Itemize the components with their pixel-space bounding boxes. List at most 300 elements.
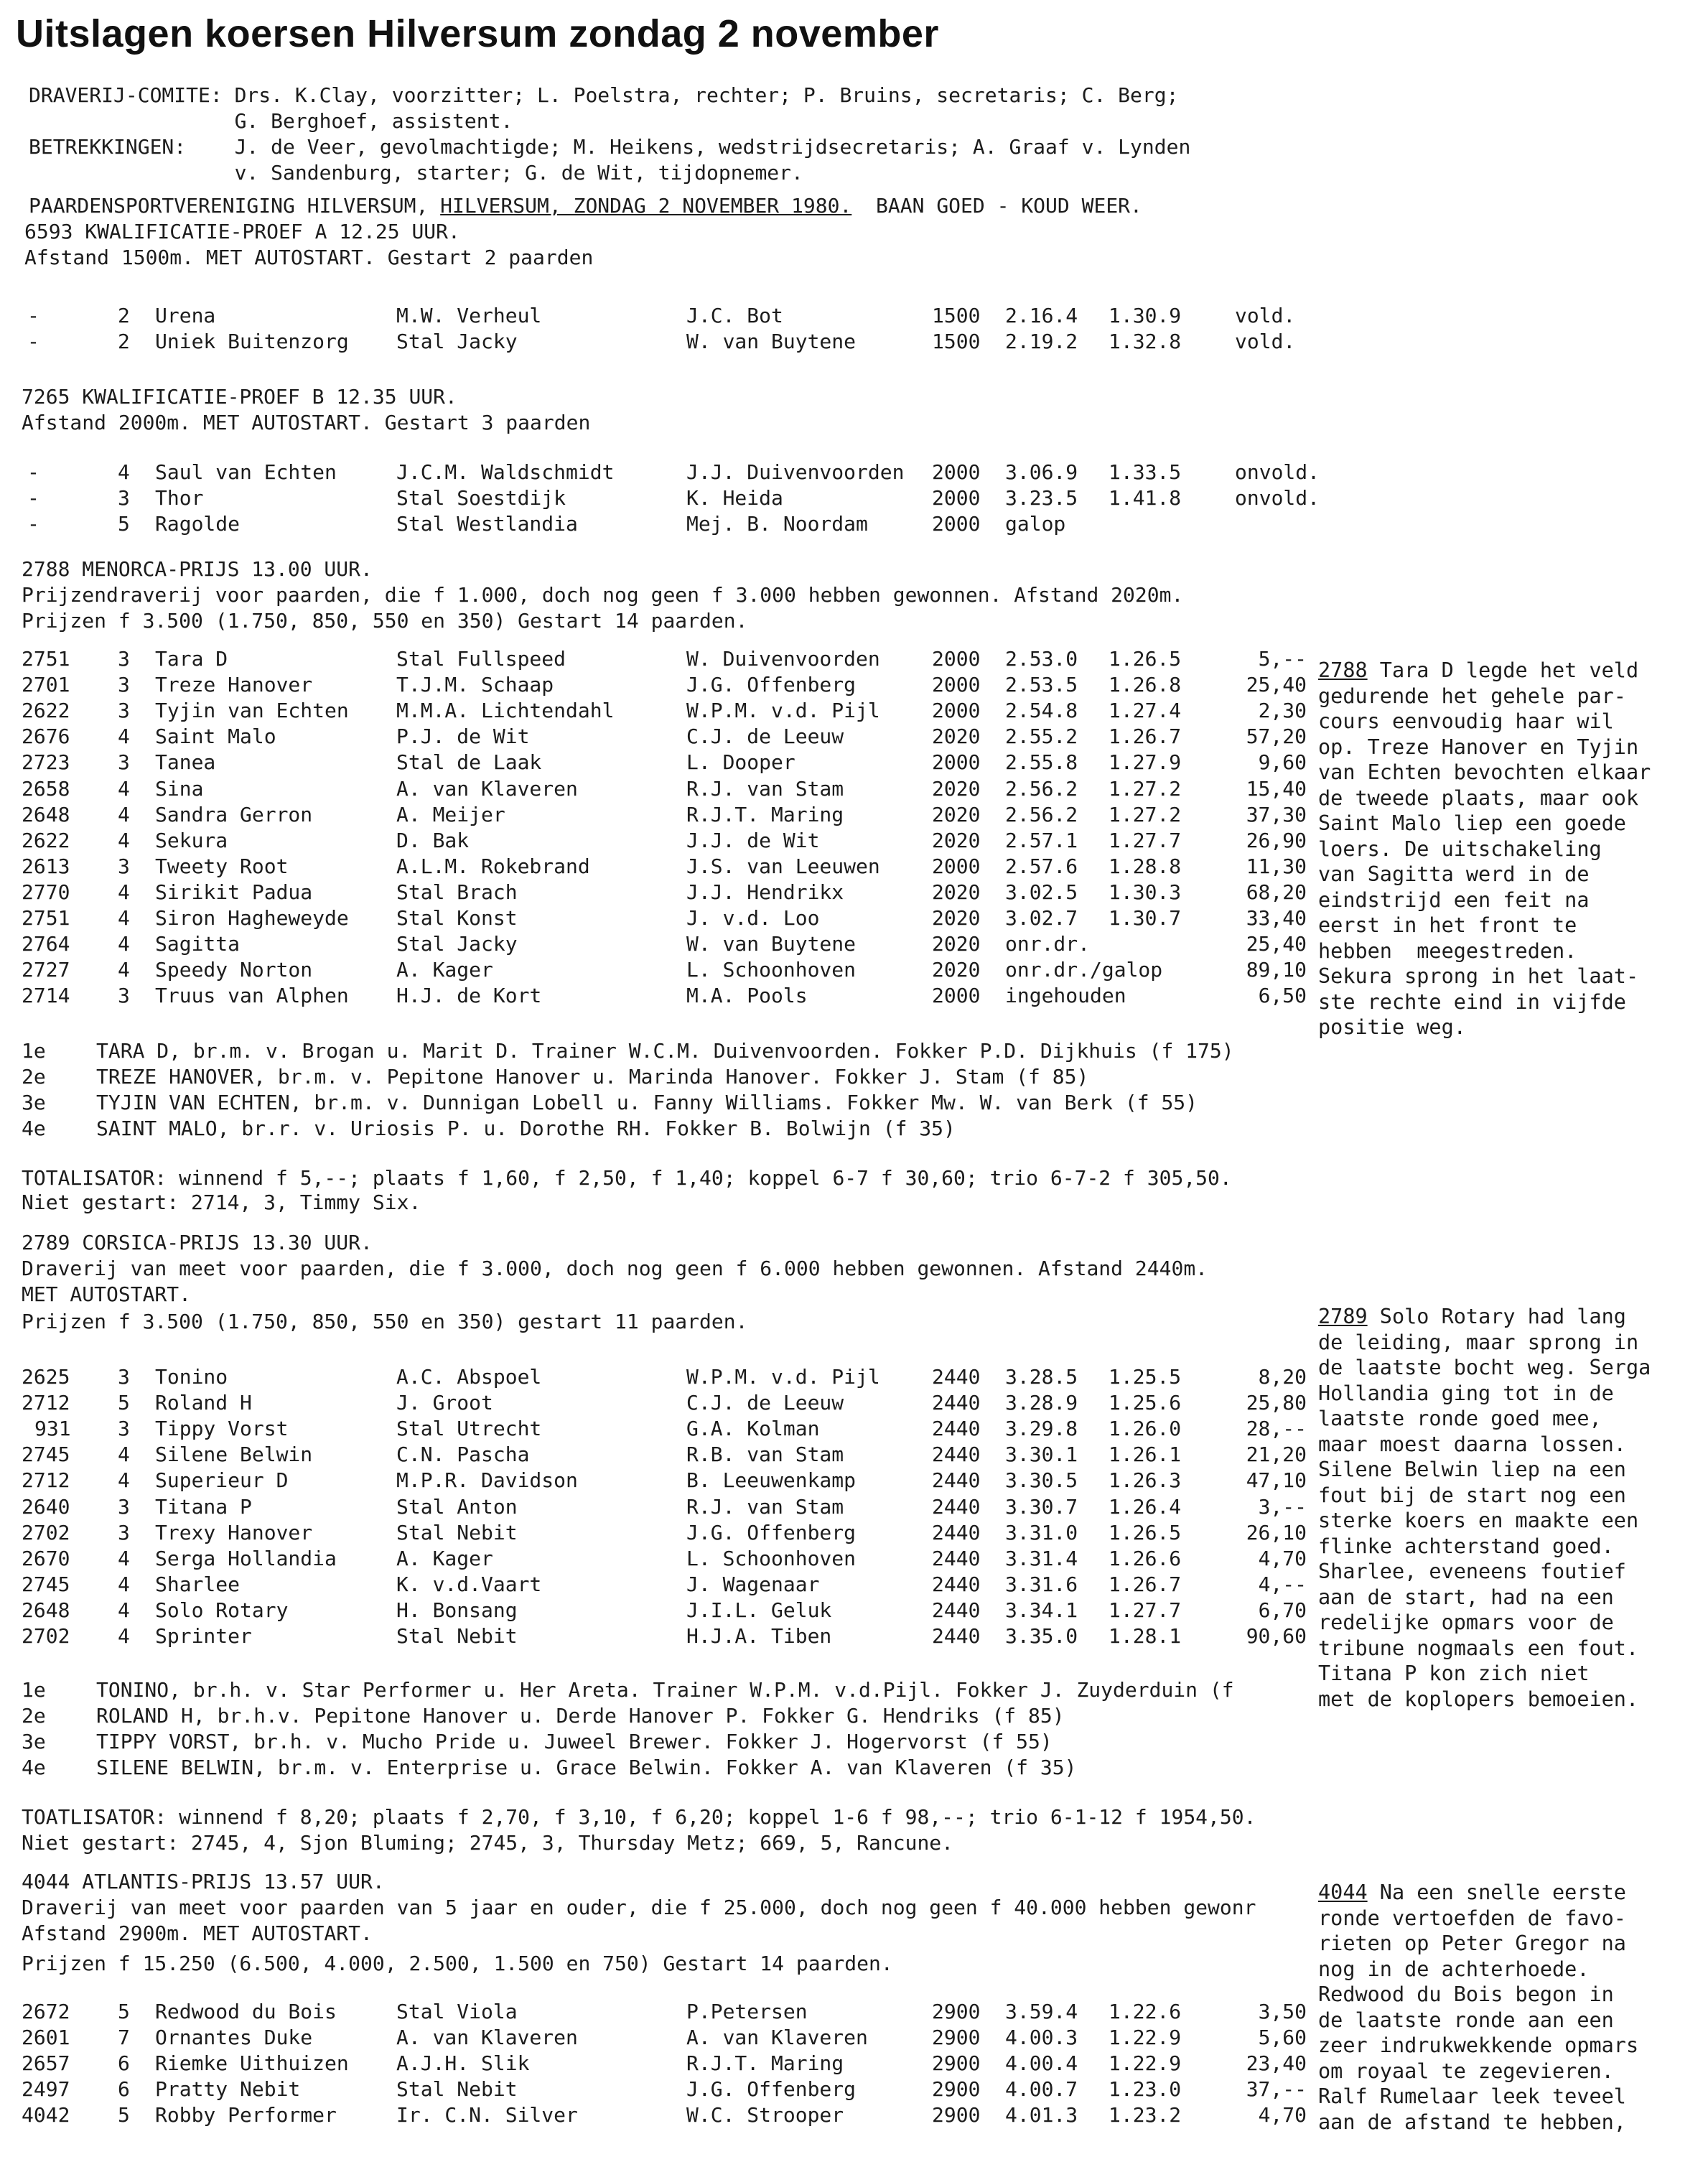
owner: Stal Utrecht bbox=[396, 1417, 542, 1441]
table-row bbox=[22, 672, 1314, 698]
horse-name: Tanea bbox=[155, 750, 216, 775]
entry-number: 931 bbox=[34, 1417, 71, 1441]
owner: A.C. Abspoel bbox=[396, 1365, 542, 1389]
entry-number: 2745 bbox=[22, 1443, 70, 1467]
tote-payout: 25,40 bbox=[1246, 673, 1307, 697]
comment-text: Solo Rotary had lang de leiding, maar sprong in de laatste bocht weg. Serga Hollandia ging tot in de laatste ronde goed mee, maar moest daarna lossen. Silene Belwin liep na een fout bij de start nog een sterke koers en maakte een flinke achterstand goed. Sharlee, eveneens foutief aan de start, had na een redelijke opmars voor de tribune nogmaals een fout. Titana P kon zich niet met de koplopers bemoeien. bbox=[1318, 1305, 1651, 1711]
km-time: 1.32.8 bbox=[1109, 330, 1182, 353]
placing-position: 3e bbox=[22, 1091, 46, 1114]
race-prizes: Prijzen f 15.250 (6.500, 4.000, 2.500, 1.500 en 750) Gestart 14 paarden. bbox=[22, 1952, 893, 1975]
tote-payout: 21,20 bbox=[1246, 1443, 1307, 1467]
horse-age: 4 bbox=[118, 1598, 130, 1622]
horse-age: 4 bbox=[118, 828, 130, 852]
race-distance: Afstand 2900m. MET AUTOSTART. bbox=[22, 1921, 373, 1945]
distance: 2440 bbox=[932, 1572, 981, 1596]
race-heading: 6593 KWALIFICATIE-PROEF A 12.25 UUR. bbox=[24, 220, 460, 243]
placing-position: 4e bbox=[22, 1756, 46, 1779]
entry-number: 2640 bbox=[22, 1494, 70, 1519]
distance: 2900 bbox=[932, 2000, 981, 2023]
driver: R.B. van Stam bbox=[686, 1443, 844, 1467]
km-time: 1.27.4 bbox=[1109, 699, 1182, 723]
tote-payout: 89,10 bbox=[1246, 958, 1307, 982]
driver: W. van Buytene bbox=[686, 330, 857, 353]
tote-payout: 90,60 bbox=[1246, 1624, 1307, 1648]
km-time: 1.27.9 bbox=[1109, 750, 1182, 775]
totalisator: TOATLISATOR: winnend f 8,20; plaats f 2,70, f 3,10, f 6,20; koppel 1-6 f 98,--; trio 6-1-12 f 1954,50. bbox=[22, 1805, 1256, 1829]
km-time: 1.22.9 bbox=[1109, 2026, 1182, 2049]
horse-age: 3 bbox=[118, 486, 130, 510]
race-conditions: Afstand 1500m. MET AUTOSTART. Gestart 2 paarden bbox=[24, 246, 594, 269]
entry-number: 2625 bbox=[22, 1365, 70, 1389]
entry-number: - bbox=[27, 304, 39, 327]
owner: Stal Brach bbox=[396, 880, 518, 904]
entry-number: 2764 bbox=[22, 932, 70, 956]
driver: K. Heida bbox=[686, 486, 783, 510]
driver: J.J. de Wit bbox=[686, 828, 820, 852]
tote-payout: 26,10 bbox=[1246, 1520, 1307, 1544]
race-comment bbox=[1318, 1304, 1651, 1712]
horse-name: Sagitta bbox=[155, 932, 241, 956]
owner: Stal Jacky bbox=[396, 330, 518, 353]
finish-time: 3.02.5 bbox=[1005, 880, 1078, 904]
distance: 2020 bbox=[932, 906, 981, 930]
entry-number: 4042 bbox=[22, 2103, 70, 2127]
table-row bbox=[22, 1520, 1314, 1546]
distance: 2440 bbox=[932, 1468, 981, 1493]
horse-name: Saint Malo bbox=[155, 724, 276, 749]
placing-position: 2e bbox=[22, 1065, 46, 1089]
finish-time: 2.53.5 bbox=[1005, 673, 1078, 697]
vereniging-line bbox=[29, 194, 1142, 218]
tote-payout: 4,70 bbox=[1258, 2103, 1307, 2127]
horse-age: 6 bbox=[118, 2077, 130, 2101]
tote-payout: 47,10 bbox=[1246, 1468, 1307, 1493]
placing-text: TREZE HANOVER, br.m. v. Pepitone Hanover u. Marinda Hanover. Fokker J. Stam (f 85) bbox=[96, 1065, 1089, 1089]
table-row bbox=[22, 983, 1314, 1009]
totalisator: TOTALISATOR: winnend f 5,--; plaats f 1,60, f 2,50, f 1,40; koppel 6-7 f 30,60; trio 6-7-2 f 305,50. bbox=[22, 1166, 1232, 1190]
driver: W. Duivenvoorden bbox=[686, 647, 880, 671]
owner: Ir. C.N. Silver bbox=[396, 2103, 578, 2127]
km-time: 1.23.2 bbox=[1109, 2103, 1182, 2127]
table-row bbox=[22, 2025, 1314, 2051]
finish-time: onr.dr. bbox=[1005, 932, 1091, 956]
tote-payout: 68,20 bbox=[1246, 880, 1307, 904]
horse-age: 7 bbox=[118, 2026, 130, 2049]
distance: 2000 bbox=[932, 673, 981, 697]
finish-time: 2.57.1 bbox=[1005, 828, 1078, 852]
placing-text: ROLAND H, br.h.v. Pepitone Hanover u. Derde Hanover P. Fokker G. Hendriks (f 85) bbox=[96, 1704, 1065, 1728]
owner: A. van Klaveren bbox=[396, 776, 578, 801]
horse-age: 5 bbox=[118, 1391, 130, 1415]
entry-number: - bbox=[27, 486, 39, 510]
horse-age: 3 bbox=[118, 1417, 130, 1441]
owner: Stal Westlandia bbox=[396, 512, 578, 536]
owner: A. Meijer bbox=[396, 802, 505, 826]
race-heading: 2789 CORSICA-PRIJS 13.30 UUR. bbox=[22, 1231, 373, 1254]
finish-time: 3.29.8 bbox=[1005, 1417, 1078, 1441]
tote-payout: 4,70 bbox=[1258, 1546, 1307, 1570]
owner: A. Kager bbox=[396, 958, 493, 982]
entry-number: 2497 bbox=[22, 2077, 70, 2101]
driver: J. Wagenaar bbox=[686, 1572, 820, 1596]
distance: 2020 bbox=[932, 776, 981, 801]
placing-text: SAINT MALO, br.r. v. Uriosis P. u. Dorothe RH. Fokker B. Bolwijn (f 35) bbox=[96, 1117, 956, 1140]
horse-age: 3 bbox=[118, 647, 130, 671]
km-time: 1.25.5 bbox=[1109, 1365, 1182, 1389]
race-heading: 4044 ATLANTIS-PRIJS 13.57 UUR. bbox=[22, 1870, 385, 1893]
distance: 2900 bbox=[932, 2103, 981, 2127]
horse-name: Tweety Root bbox=[155, 854, 289, 878]
comment-race-number: 2788 bbox=[1318, 658, 1368, 682]
distance: 2440 bbox=[932, 1520, 981, 1544]
distance: 2440 bbox=[932, 1494, 981, 1519]
finish-time: 3.31.4 bbox=[1005, 1546, 1078, 1570]
tote-payout: 5,60 bbox=[1258, 2026, 1307, 2049]
placing-position: 4e bbox=[22, 1117, 46, 1140]
table-row bbox=[22, 511, 1314, 537]
finish-time: 3.02.7 bbox=[1005, 906, 1078, 930]
table-row bbox=[22, 1623, 1314, 1649]
comment-race-number: 2789 bbox=[1318, 1305, 1368, 1328]
km-time: 1.26.1 bbox=[1109, 1443, 1182, 1467]
owner: Stal Jacky bbox=[396, 932, 518, 956]
km-time: 1.22.9 bbox=[1109, 2051, 1182, 2075]
vereniging-date: HILVERSUM, ZONDAG 2 NOVEMBER 1980. bbox=[440, 194, 852, 218]
table-row bbox=[22, 2051, 1314, 2077]
race-prizes: Prijzen f 3.500 (1.750, 850, 550 en 350) Gestart 14 paarden. bbox=[22, 609, 748, 633]
entry-number: - bbox=[27, 330, 39, 353]
table-row bbox=[22, 957, 1314, 983]
driver: Mej. B. Noordam bbox=[686, 512, 868, 536]
horse-name: Tara D bbox=[155, 647, 228, 671]
race-conditions: Prijzendraverij voor paarden, die f 1.000, doch nog geen f 3.000 hebben gewonnen. Afstand 2020m. bbox=[22, 583, 1184, 607]
horse-name: Titana P bbox=[155, 1494, 252, 1519]
table-row bbox=[22, 460, 1320, 485]
km-time: 1.26.5 bbox=[1109, 1520, 1182, 1544]
horse-age: 4 bbox=[118, 776, 130, 801]
horse-name: Redwood du Bois bbox=[155, 2000, 337, 2023]
horse-age: 6 bbox=[118, 2051, 130, 2075]
driver: J.G. Offenberg bbox=[686, 2077, 857, 2101]
horse-age: 2 bbox=[118, 330, 130, 353]
entry-number: 2672 bbox=[22, 2000, 70, 2023]
km-time: 1.41.8 bbox=[1109, 486, 1182, 510]
entry-number: 2622 bbox=[22, 699, 70, 723]
owner: Stal Viola bbox=[396, 2000, 518, 2023]
comment-race-number: 4044 bbox=[1318, 1881, 1368, 1904]
owner: Stal Soestdijk bbox=[396, 486, 566, 510]
driver: J.S. van Leeuwen bbox=[686, 854, 880, 878]
km-time: 1.22.6 bbox=[1109, 2000, 1182, 2023]
tote-payout: 23,40 bbox=[1246, 2051, 1307, 2075]
finish-time: 4.00.7 bbox=[1005, 2077, 1078, 2101]
finish-time: 4.00.4 bbox=[1005, 2051, 1078, 2075]
finish-time: galop bbox=[1005, 512, 1066, 536]
horse-age: 3 bbox=[118, 1365, 130, 1389]
owner: J.C.M. Waldschmidt bbox=[396, 460, 615, 484]
driver: J. v.d. Loo bbox=[686, 906, 820, 930]
entry-number: 2702 bbox=[22, 1624, 70, 1648]
placing-text: TARA D, br.m. v. Brogan u. Marit D. Trainer W.C.M. Duivenvoorden. Fokker P.D. Dijkhuis (f 175) bbox=[96, 1039, 1234, 1063]
tote-payout: 3,-- bbox=[1258, 1494, 1307, 1519]
table-row bbox=[22, 880, 1314, 905]
distance: 2440 bbox=[932, 1391, 981, 1415]
driver: M.A. Pools bbox=[686, 984, 808, 1008]
driver: L. Schoonhoven bbox=[686, 1546, 857, 1570]
race-conditions: Draverij van meet voor paarden van 5 jaar en ouder, die f 25.000, doch nog geen f 40.000 hebben gewonr bbox=[22, 1896, 1256, 1919]
vereniging-pre: PAARDENSPORTVERENIGING HILVERSUM, bbox=[29, 194, 441, 218]
horse-age: 4 bbox=[118, 1468, 130, 1493]
table-row bbox=[22, 1546, 1314, 1572]
owner: Stal Nebit bbox=[396, 1624, 518, 1648]
horse-name: Riemke Uithuizen bbox=[155, 2051, 349, 2075]
table-row bbox=[22, 1494, 1314, 1520]
table-row bbox=[22, 1364, 1314, 1390]
race-heading: 7265 KWALIFICATIE-PROEF B 12.35 UUR. bbox=[22, 385, 457, 409]
entry-number: 2770 bbox=[22, 880, 70, 904]
owner: K. v.d.Vaart bbox=[396, 1572, 542, 1596]
driver: L. Schoonhoven bbox=[686, 958, 857, 982]
tote-payout: 25,80 bbox=[1246, 1391, 1307, 1415]
table-row bbox=[22, 724, 1314, 750]
driver: P.Petersen bbox=[686, 2000, 808, 2023]
owner: H. Bonsang bbox=[396, 1598, 518, 1622]
horse-name: Thor bbox=[155, 486, 204, 510]
table-row bbox=[22, 1598, 1314, 1623]
entry-number: 2727 bbox=[22, 958, 70, 982]
owner: A.J.H. Slik bbox=[396, 2051, 530, 2075]
horse-name: Ornantes Duke bbox=[155, 2026, 313, 2049]
km-time: 1.26.5 bbox=[1109, 647, 1182, 671]
placing-position: 1e bbox=[22, 1678, 46, 1702]
km-time: 1.26.6 bbox=[1109, 1546, 1182, 1570]
horse-age: 3 bbox=[118, 1494, 130, 1519]
finish-time: 2.56.2 bbox=[1005, 776, 1078, 801]
qualification-result: onvold. bbox=[1235, 460, 1320, 484]
comite-line: G. Berghoef, assistent. bbox=[29, 109, 513, 133]
entry-number: 2648 bbox=[22, 1598, 70, 1622]
owner: Stal Nebit bbox=[396, 2077, 518, 2101]
driver: G.A. Kolman bbox=[686, 1417, 820, 1441]
tote-payout: 9,60 bbox=[1258, 750, 1307, 775]
qualification-result: vold. bbox=[1235, 330, 1296, 353]
table-row bbox=[22, 1416, 1314, 1442]
entry-number: 2702 bbox=[22, 1520, 70, 1544]
distance: 2020 bbox=[932, 880, 981, 904]
entry-number: 2676 bbox=[22, 724, 70, 749]
km-time: 1.26.0 bbox=[1109, 1417, 1182, 1441]
driver: R.J. van Stam bbox=[686, 1494, 844, 1519]
not-started: Niet gestart: 2714, 3, Timmy Six. bbox=[22, 1190, 421, 1214]
tote-payout: 6,70 bbox=[1258, 1598, 1307, 1622]
horse-name: Robby Performer bbox=[155, 2103, 337, 2127]
horse-name: Solo Rotary bbox=[155, 1598, 289, 1622]
driver: W.P.M. v.d. Pijl bbox=[686, 699, 880, 723]
distance: 2020 bbox=[932, 802, 981, 826]
tote-payout: 5,-- bbox=[1258, 647, 1307, 671]
finish-time: 3.23.5 bbox=[1005, 486, 1078, 510]
horse-age: 4 bbox=[118, 880, 130, 904]
finish-time: 3.30.7 bbox=[1005, 1494, 1078, 1519]
table-row bbox=[22, 646, 1314, 672]
horse-age: 4 bbox=[118, 958, 130, 982]
finish-time: 3.34.1 bbox=[1005, 1598, 1078, 1622]
entry-number: - bbox=[27, 512, 39, 536]
distance: 2000 bbox=[932, 512, 981, 536]
horse-name: Sekura bbox=[155, 828, 228, 852]
finish-time: ingehouden bbox=[1005, 984, 1126, 1008]
distance: 2000 bbox=[932, 647, 981, 671]
placing-position: 1e bbox=[22, 1039, 46, 1063]
finish-time: 3.59.4 bbox=[1005, 2000, 1078, 2023]
entry-number: 2714 bbox=[22, 984, 70, 1008]
distance: 2020 bbox=[932, 828, 981, 852]
placing-position: 2e bbox=[22, 1704, 46, 1728]
driver: W. van Buytene bbox=[686, 932, 857, 956]
tote-payout: 37,30 bbox=[1246, 802, 1307, 826]
entry-number: 2601 bbox=[22, 2026, 70, 2049]
driver: R.J. van Stam bbox=[686, 776, 844, 801]
table-row bbox=[22, 750, 1314, 775]
distance: 2440 bbox=[932, 1624, 981, 1648]
race-conditions: Draverij van meet voor paarden, die f 3.000, doch nog geen f 6.000 hebben gewonnen. Afstand 2440m. bbox=[22, 1257, 1208, 1280]
driver: A. van Klaveren bbox=[686, 2026, 868, 2049]
finish-time: 2.54.8 bbox=[1005, 699, 1078, 723]
qualification-result: onvold. bbox=[1235, 486, 1320, 510]
entry-number: - bbox=[27, 460, 39, 484]
not-started: Niet gestart: 2745, 4, Sjon Bluming; 2745, 3, Thursday Metz; 669, 5, Rancune. bbox=[22, 1831, 954, 1855]
distance: 2440 bbox=[932, 1598, 981, 1622]
owner: Stal Nebit bbox=[396, 1520, 518, 1544]
driver: W.C. Strooper bbox=[686, 2103, 844, 2127]
entry-number: 2701 bbox=[22, 673, 70, 697]
horse-age: 4 bbox=[118, 1624, 130, 1648]
race-comment bbox=[1318, 1880, 1638, 2135]
km-time: 1.30.9 bbox=[1109, 304, 1182, 327]
distance: 1500 bbox=[932, 330, 981, 353]
table-row bbox=[22, 1468, 1314, 1493]
race-conditions-autostart: MET AUTOSTART. bbox=[22, 1282, 192, 1306]
tote-payout: 2,30 bbox=[1258, 699, 1307, 723]
driver: H.J.A. Tiben bbox=[686, 1624, 832, 1648]
horse-name: Sirikit Padua bbox=[155, 880, 313, 904]
km-time: 1.27.2 bbox=[1109, 776, 1182, 801]
horse-name: Pratty Nebit bbox=[155, 2077, 301, 2101]
driver: J.J. Duivenvoorden bbox=[686, 460, 905, 484]
horse-age: 3 bbox=[118, 699, 130, 723]
km-time: 1.25.6 bbox=[1109, 1391, 1182, 1415]
distance: 2900 bbox=[932, 2051, 981, 2075]
finish-time: 2.56.2 bbox=[1005, 802, 1078, 826]
km-time: 1.27.2 bbox=[1109, 802, 1182, 826]
finish-time: 3.28.5 bbox=[1005, 1365, 1078, 1389]
tote-payout: 15,40 bbox=[1246, 776, 1307, 801]
table-row bbox=[22, 485, 1320, 511]
entry-number: 2712 bbox=[22, 1391, 70, 1415]
owner: Stal Konst bbox=[396, 906, 518, 930]
horse-age: 3 bbox=[118, 984, 130, 1008]
entry-number: 2648 bbox=[22, 802, 70, 826]
distance: 2900 bbox=[932, 2077, 981, 2101]
finish-time: 2.55.8 bbox=[1005, 750, 1078, 775]
placing-text: SILENE BELWIN, br.m. v. Enterprise u. Grace Belwin. Fokker A. van Klaveren (f 35) bbox=[96, 1756, 1077, 1779]
horse-age: 4 bbox=[118, 724, 130, 749]
finish-time: onr.dr./galop bbox=[1005, 958, 1163, 982]
distance: 2000 bbox=[932, 460, 981, 484]
owner: P.J. de Wit bbox=[396, 724, 530, 749]
horse-age: 4 bbox=[118, 932, 130, 956]
finish-time: 3.35.0 bbox=[1005, 1624, 1078, 1648]
entry-number: 2670 bbox=[22, 1546, 70, 1570]
entry-number: 2723 bbox=[22, 750, 70, 775]
km-time: 1.26.7 bbox=[1109, 1572, 1182, 1596]
table-row bbox=[22, 1390, 1314, 1416]
horse-age: 4 bbox=[118, 1546, 130, 1570]
finish-time: 2.19.2 bbox=[1005, 330, 1078, 353]
horse-name: Sprinter bbox=[155, 1624, 252, 1648]
distance: 2020 bbox=[932, 958, 981, 982]
driver: L. Dooper bbox=[686, 750, 795, 775]
driver: J.J. Hendrikx bbox=[686, 880, 844, 904]
tote-payout: 8,20 bbox=[1258, 1365, 1307, 1389]
finish-time: 4.00.3 bbox=[1005, 2026, 1078, 2049]
km-time: 1.30.7 bbox=[1109, 906, 1182, 930]
horse-name: Speedy Norton bbox=[155, 958, 313, 982]
owner: H.J. de Kort bbox=[396, 984, 542, 1008]
tote-payout: 25,40 bbox=[1246, 932, 1307, 956]
entry-number: 2658 bbox=[22, 776, 70, 801]
horse-name: Superieur D bbox=[155, 1468, 289, 1493]
tote-payout: 4,-- bbox=[1258, 1572, 1307, 1596]
distance: 2000 bbox=[932, 750, 981, 775]
race-conditions: Afstand 2000m. MET AUTOSTART. Gestart 3 paarden bbox=[22, 411, 591, 434]
horse-name: Saul van Echten bbox=[155, 460, 337, 484]
placing-text: TYJIN VAN ECHTEN, br.m. v. Dunnigan Lobell u. Fanny Williams. Fokker Mw. W. van Berk (f 55) bbox=[96, 1091, 1198, 1114]
finish-time: 3.28.9 bbox=[1005, 1391, 1078, 1415]
distance: 1500 bbox=[932, 304, 981, 327]
horse-age: 3 bbox=[118, 1520, 130, 1544]
table-row bbox=[22, 802, 1314, 828]
horse-age: 4 bbox=[118, 802, 130, 826]
table-row bbox=[22, 2102, 1314, 2128]
owner: J. Groot bbox=[396, 1391, 493, 1415]
horse-name: Trexy Hanover bbox=[155, 1520, 313, 1544]
comment-text: Na een snelle eerste ronde vertoefden de favo- rieten op Peter Gregor na nog in de achterhoede. Redwood du Bois begon in de laatste ronde aan een zeer indrukwekkende opmars om royaal te zegevieren. Ralf Rumelaar leek teveel aan de afstand te hebben, bbox=[1318, 1881, 1639, 2134]
owner: Stal Anton bbox=[396, 1494, 518, 1519]
distance: 2440 bbox=[932, 1365, 981, 1389]
distance: 2000 bbox=[932, 854, 981, 878]
owner: M.P.R. Davidson bbox=[396, 1468, 578, 1493]
horse-name: Sina bbox=[155, 776, 204, 801]
race-comment bbox=[1318, 658, 1651, 1040]
horse-age: 4 bbox=[118, 460, 130, 484]
vereniging-post: BAAN GOED - KOUD WEER. bbox=[851, 194, 1142, 218]
entry-number: 2712 bbox=[22, 1468, 70, 1493]
driver: J.G. Offenberg bbox=[686, 673, 857, 697]
distance: 2000 bbox=[932, 486, 981, 510]
entry-number: 2751 bbox=[22, 906, 70, 930]
tote-payout: 57,20 bbox=[1246, 724, 1307, 749]
distance: 2440 bbox=[932, 1546, 981, 1570]
horse-name: Urena bbox=[155, 304, 216, 327]
race-heading: 2788 MENORCA-PRIJS 13.00 UUR. bbox=[22, 557, 373, 581]
tote-payout: 3,50 bbox=[1258, 2000, 1307, 2023]
table-row bbox=[22, 1442, 1314, 1468]
distance: 2020 bbox=[932, 724, 981, 749]
finish-time: 2.55.2 bbox=[1005, 724, 1078, 749]
race-prizes: Prijzen f 3.500 (1.750, 850, 550 en 350) gestart 11 paarden. bbox=[22, 1310, 748, 1333]
horse-age: 5 bbox=[118, 2103, 130, 2127]
